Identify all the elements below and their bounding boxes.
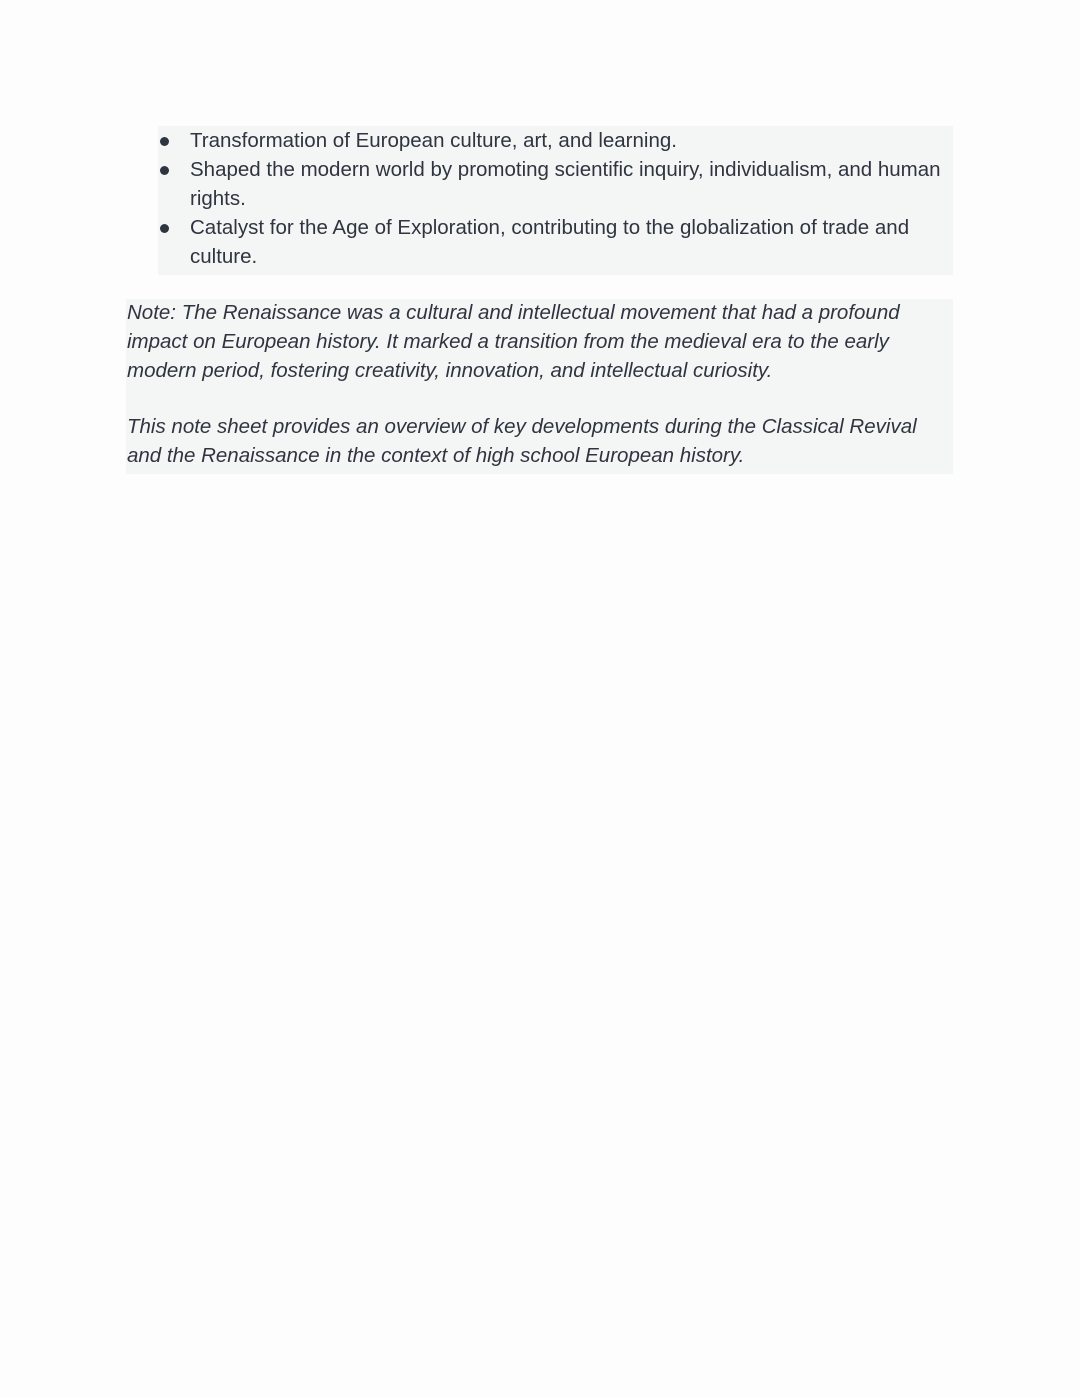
- list-item: [158, 126, 948, 155]
- bullet-icon: [160, 224, 169, 233]
- note-paragraph: Note: The Renaissance was a cultural and intellectual movement that had a profound impact on European history. It marked a transition from the medieval era to the early modern period, fostering creativity, innovation, and intellectual curiosity.: [127, 301, 900, 382]
- list-item-text: Shaped the modern world by promoting scientific inquiry, individualism, and human rights.: [190, 158, 941, 210]
- summary-paragraph: This note sheet provides an overview of key developments during the Classical Revival and the Renaissance in the context of high school European history.: [127, 415, 917, 467]
- list-item-text: Catalyst for the Age of Exploration, contributing to the globalization of trade and culture.: [190, 216, 910, 268]
- bullet-icon: [160, 166, 169, 175]
- bullet-list: [158, 126, 948, 271]
- list-item: [158, 213, 948, 271]
- bullet-icon: [160, 137, 169, 146]
- list-item: [158, 155, 948, 213]
- list-item-text: Transformation of European culture, art, and learning.: [190, 129, 677, 152]
